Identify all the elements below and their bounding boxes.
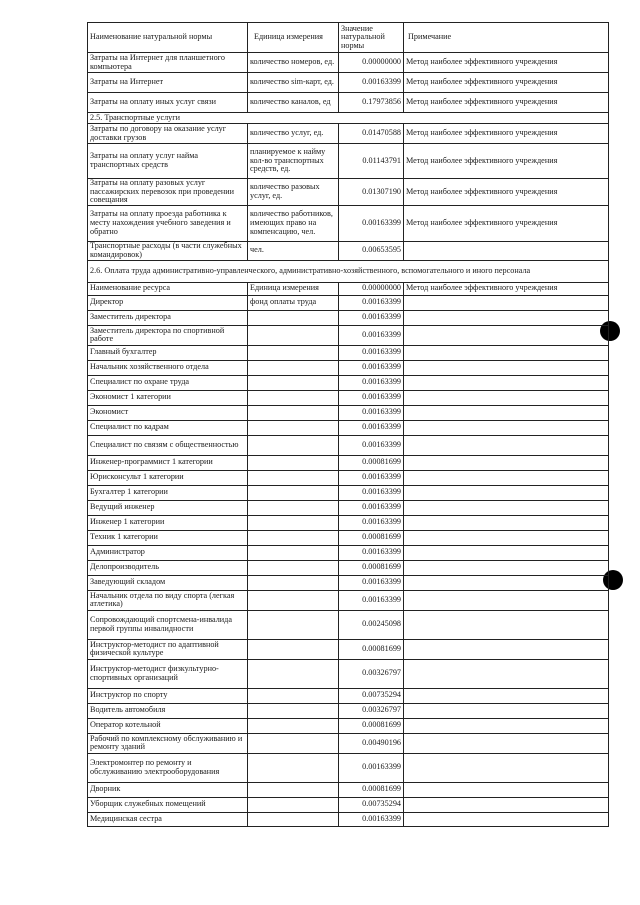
cell-value: 0.01143791 bbox=[339, 144, 404, 179]
table-row bbox=[88, 144, 609, 179]
cell-note bbox=[404, 782, 609, 797]
cell-name: Медицинская сестра bbox=[88, 812, 248, 826]
cell-value: 0.00163399 bbox=[339, 325, 404, 345]
cell-value: 0.00163399 bbox=[339, 500, 404, 515]
cell-note bbox=[404, 812, 609, 826]
cell-note bbox=[404, 345, 609, 360]
table-row bbox=[88, 53, 609, 73]
cell-unit bbox=[248, 435, 339, 455]
table-row bbox=[88, 435, 609, 455]
cell-name: Директор bbox=[88, 295, 248, 310]
table-row bbox=[88, 375, 609, 390]
norms-table-page bbox=[87, 22, 608, 827]
section-row bbox=[88, 260, 609, 282]
header-unit: Единица измерения bbox=[248, 23, 339, 53]
cell-unit: количество услуг, ед. bbox=[248, 124, 339, 144]
cell-note bbox=[404, 639, 609, 659]
cell-name: Затраты по договору на оказание услуг доставки грузов bbox=[88, 124, 248, 144]
table-row bbox=[88, 753, 609, 782]
cell-note bbox=[404, 375, 609, 390]
cell-name: Специалист по кадрам bbox=[88, 420, 248, 435]
cell-note bbox=[404, 703, 609, 718]
table-row bbox=[88, 515, 609, 530]
cell-name: Заведующий складом bbox=[88, 575, 248, 590]
table-row bbox=[88, 530, 609, 545]
cell-unit bbox=[248, 345, 339, 360]
cell-value: 0.01307190 bbox=[339, 179, 404, 206]
table-row bbox=[88, 797, 609, 812]
table-row bbox=[88, 639, 609, 659]
cell-unit bbox=[248, 610, 339, 639]
cell-name: Инструктор-методист по адаптивной физической культуре bbox=[88, 639, 248, 659]
cell-name: Заместитель директора по спортивной работе bbox=[88, 325, 248, 345]
cell-note bbox=[404, 545, 609, 560]
table-row bbox=[88, 485, 609, 500]
cell-unit: чел. bbox=[248, 241, 339, 260]
cell-value: 0.00163399 bbox=[339, 545, 404, 560]
cell-name: Затраты на оплату услуг найма транспортных средств bbox=[88, 144, 248, 179]
header-name: Наименование натуральной нормы bbox=[88, 23, 248, 53]
cell-unit bbox=[248, 470, 339, 485]
cell-unit bbox=[248, 703, 339, 718]
cell-note bbox=[404, 659, 609, 688]
cell-unit bbox=[248, 782, 339, 797]
cell-name: Инженер 1 категории bbox=[88, 515, 248, 530]
table-row bbox=[88, 590, 609, 610]
table-row bbox=[88, 500, 609, 515]
cell-value: 0.01470588 bbox=[339, 124, 404, 144]
cell-value: 0.00245098 bbox=[339, 610, 404, 639]
cell-note bbox=[404, 733, 609, 753]
cell-name: Инструктор-методист физкультурно-спортивных организаций bbox=[88, 659, 248, 688]
cell-value: 0.00490196 bbox=[339, 733, 404, 753]
table-row bbox=[88, 93, 609, 113]
cell-unit bbox=[248, 405, 339, 420]
cell-value: 0.00163399 bbox=[339, 485, 404, 500]
cell-unit bbox=[248, 590, 339, 610]
cell-name: Главный бухгалтер bbox=[88, 345, 248, 360]
cell-note: Метод наиболее эффективного учреждения bbox=[404, 73, 609, 93]
table-row bbox=[88, 659, 609, 688]
table-row bbox=[88, 405, 609, 420]
cell-name: Инструктор по спорту bbox=[88, 688, 248, 703]
cell-name: Ведущий инженер bbox=[88, 500, 248, 515]
cell-note bbox=[404, 560, 609, 575]
cell-unit bbox=[248, 659, 339, 688]
norms-table bbox=[87, 22, 609, 827]
cell-name: Специалист по охране труда bbox=[88, 375, 248, 390]
cell-name: Заместитель директора bbox=[88, 310, 248, 325]
cell-note bbox=[404, 310, 609, 325]
cell-value: 0.00326797 bbox=[339, 703, 404, 718]
cell-unit bbox=[248, 797, 339, 812]
cell-name: Оператор котельной bbox=[88, 718, 248, 733]
cell-name: Сопровождающий спортсмена-инвалида первой группы инвалидности bbox=[88, 610, 248, 639]
cell-value: 0.00081699 bbox=[339, 639, 404, 659]
cell-value: 0.00163399 bbox=[339, 375, 404, 390]
cell-unit bbox=[248, 360, 339, 375]
cell-unit bbox=[248, 375, 339, 390]
table-row bbox=[88, 610, 609, 639]
cell-value: 0.00163399 bbox=[339, 420, 404, 435]
cell-note: Метод наиболее эффективного учреждения bbox=[404, 179, 609, 206]
cell-note bbox=[404, 325, 609, 345]
cell-value: 0.00163399 bbox=[339, 470, 404, 485]
cell-unit bbox=[248, 575, 339, 590]
cell-unit: Единица измерения bbox=[248, 282, 339, 295]
cell-value: 0.00326797 bbox=[339, 659, 404, 688]
cell-note: Метод наиболее эффективного учреждения bbox=[404, 53, 609, 73]
cell-name: Начальник хозяйственного отдела bbox=[88, 360, 248, 375]
cell-unit bbox=[248, 688, 339, 703]
cell-note bbox=[404, 360, 609, 375]
cell-value: 0.00081699 bbox=[339, 455, 404, 470]
header-note: Примечание bbox=[404, 23, 609, 53]
cell-note bbox=[404, 753, 609, 782]
cell-note: Метод наиболее эффективного учреждения bbox=[404, 282, 609, 295]
table-row bbox=[88, 782, 609, 797]
cell-note bbox=[404, 500, 609, 515]
section-title: 2.6. Оплата труда административно-управленческого, административно-хозяйственного, вспомогательного и иного персонала bbox=[88, 260, 609, 282]
table-row bbox=[88, 733, 609, 753]
header-value: Значение натуральной нормы bbox=[339, 23, 404, 53]
table-row bbox=[88, 420, 609, 435]
cell-name: Специалист по связям с общественностью bbox=[88, 435, 248, 455]
header-row bbox=[88, 23, 609, 53]
cell-note bbox=[404, 470, 609, 485]
cell-value: 0.00163399 bbox=[339, 575, 404, 590]
cell-name: Бухгалтер 1 категории bbox=[88, 485, 248, 500]
table-row bbox=[88, 73, 609, 93]
cell-note bbox=[404, 515, 609, 530]
cell-note bbox=[404, 405, 609, 420]
cell-note: Метод наиболее эффективного учреждения bbox=[404, 144, 609, 179]
cell-note bbox=[404, 688, 609, 703]
cell-note bbox=[404, 420, 609, 435]
cell-unit bbox=[248, 310, 339, 325]
cell-value: 0.00163399 bbox=[339, 295, 404, 310]
table-row bbox=[88, 812, 609, 826]
table-row bbox=[88, 124, 609, 144]
cell-note bbox=[404, 610, 609, 639]
cell-value: 0.00163399 bbox=[339, 390, 404, 405]
table-row bbox=[88, 282, 609, 295]
cell-name: Наименование ресурса bbox=[88, 282, 248, 295]
table-row bbox=[88, 470, 609, 485]
table-row bbox=[88, 241, 609, 260]
cell-value: 0.00163399 bbox=[339, 73, 404, 93]
cell-unit bbox=[248, 733, 339, 753]
cell-value: 0.00081699 bbox=[339, 782, 404, 797]
cell-value: 0.00000000 bbox=[339, 282, 404, 295]
table-row bbox=[88, 560, 609, 575]
table-row bbox=[88, 718, 609, 733]
cell-value: 0.00163399 bbox=[339, 753, 404, 782]
cell-value: 0.00163399 bbox=[339, 310, 404, 325]
table-row bbox=[88, 295, 609, 310]
cell-name: Затраты на Интернет bbox=[88, 73, 248, 93]
cell-unit bbox=[248, 812, 339, 826]
cell-note bbox=[404, 485, 609, 500]
cell-note bbox=[404, 455, 609, 470]
cell-unit bbox=[248, 718, 339, 733]
cell-unit: количество работников, имеющих право на компенсацию, чел. bbox=[248, 205, 339, 241]
cell-value: 0.00653595 bbox=[339, 241, 404, 260]
cell-name: Транспортные расходы (в части служебных командировок) bbox=[88, 241, 248, 260]
cell-value: 0.00000000 bbox=[339, 53, 404, 73]
table-row bbox=[88, 205, 609, 241]
table-row bbox=[88, 345, 609, 360]
table-row bbox=[88, 325, 609, 345]
cell-unit: количество разовых услуг, ед. bbox=[248, 179, 339, 206]
cell-unit bbox=[248, 545, 339, 560]
cell-name: Начальник отдела по виду спорта (легкая атлетика) bbox=[88, 590, 248, 610]
cell-name: Юрисконсульт 1 категории bbox=[88, 470, 248, 485]
table-row bbox=[88, 545, 609, 560]
cell-value: 0.00735294 bbox=[339, 688, 404, 703]
table-row bbox=[88, 179, 609, 206]
table-row bbox=[88, 455, 609, 470]
cell-note bbox=[404, 241, 609, 260]
cell-note bbox=[404, 435, 609, 455]
cell-unit bbox=[248, 390, 339, 405]
cell-value: 0.00081699 bbox=[339, 530, 404, 545]
cell-unit bbox=[248, 515, 339, 530]
cell-value: 0.00163399 bbox=[339, 360, 404, 375]
cell-name: Затраты на оплату проезда работника к месту нахождения учебного заведения и обратно bbox=[88, 205, 248, 241]
cell-unit bbox=[248, 753, 339, 782]
cell-value: 0.00163399 bbox=[339, 812, 404, 826]
cell-unit bbox=[248, 325, 339, 345]
cell-name: Экономист bbox=[88, 405, 248, 420]
cell-note: Метод наиболее эффективного учреждения bbox=[404, 124, 609, 144]
cell-name: Затраты на Интернет для планшетного компьютера bbox=[88, 53, 248, 73]
cell-value: 0.00081699 bbox=[339, 718, 404, 733]
cell-value: 0.00163399 bbox=[339, 345, 404, 360]
cell-unit: планируемое к найму кол-во транспортных средств, ед. bbox=[248, 144, 339, 179]
table-row bbox=[88, 688, 609, 703]
cell-value: 0.17973856 bbox=[339, 93, 404, 113]
cell-unit: фонд оплаты труда bbox=[248, 295, 339, 310]
cell-note bbox=[404, 575, 609, 590]
cell-name: Водитель автомобиля bbox=[88, 703, 248, 718]
section-title: 2.5. Транспортные услуги bbox=[88, 113, 609, 124]
cell-unit bbox=[248, 560, 339, 575]
cell-name: Экономист 1 категории bbox=[88, 390, 248, 405]
cell-value: 0.00081699 bbox=[339, 560, 404, 575]
cell-note bbox=[404, 530, 609, 545]
cell-value: 0.00163399 bbox=[339, 435, 404, 455]
cell-unit: количество каналов, ед bbox=[248, 93, 339, 113]
cell-note bbox=[404, 797, 609, 812]
table-row bbox=[88, 360, 609, 375]
cell-name: Затраты на оплату разовых услуг пассажирских перевозок при проведении совещания bbox=[88, 179, 248, 206]
cell-value: 0.00163399 bbox=[339, 405, 404, 420]
table-row bbox=[88, 310, 609, 325]
cell-name: Уборщик служебных помещений bbox=[88, 797, 248, 812]
cell-unit bbox=[248, 639, 339, 659]
cell-note bbox=[404, 718, 609, 733]
cell-unit bbox=[248, 485, 339, 500]
cell-note bbox=[404, 295, 609, 310]
section-row bbox=[88, 113, 609, 124]
cell-note bbox=[404, 590, 609, 610]
cell-unit bbox=[248, 420, 339, 435]
table-row bbox=[88, 575, 609, 590]
cell-name: Техник 1 категории bbox=[88, 530, 248, 545]
table-row bbox=[88, 703, 609, 718]
cell-name: Рабочий по комплексному обслуживанию и ремонту зданий bbox=[88, 733, 248, 753]
cell-value: 0.00163399 bbox=[339, 515, 404, 530]
cell-unit bbox=[248, 500, 339, 515]
cell-unit bbox=[248, 455, 339, 470]
cell-note bbox=[404, 390, 609, 405]
cell-name: Дворник bbox=[88, 782, 248, 797]
cell-unit: количество sim-карт, ед. bbox=[248, 73, 339, 93]
cell-name: Затраты на оплату иных услуг связи bbox=[88, 93, 248, 113]
cell-name: Инженер-программист 1 категории bbox=[88, 455, 248, 470]
cell-note: Метод наиболее эффективного учреждения bbox=[404, 205, 609, 241]
cell-name: Делопроизводитель bbox=[88, 560, 248, 575]
cell-value: 0.00163399 bbox=[339, 205, 404, 241]
cell-note: Метод наиболее эффективного учреждения bbox=[404, 93, 609, 113]
cell-value: 0.00735294 bbox=[339, 797, 404, 812]
cell-name: Электромонтер по ремонту и обслуживанию электрооборудования bbox=[88, 753, 248, 782]
cell-name: Администратор bbox=[88, 545, 248, 560]
cell-unit: количество номеров, ед. bbox=[248, 53, 339, 73]
cell-unit bbox=[248, 530, 339, 545]
cell-value: 0.00163399 bbox=[339, 590, 404, 610]
table-row bbox=[88, 390, 609, 405]
